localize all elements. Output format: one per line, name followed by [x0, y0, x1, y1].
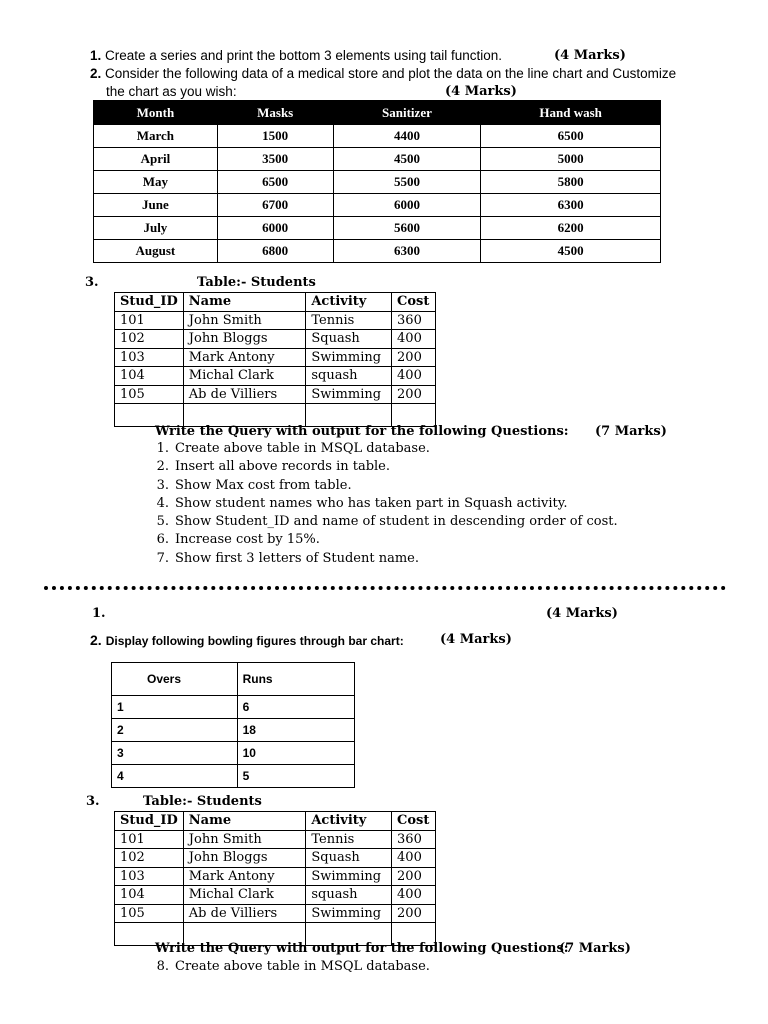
list-item-text: Show student names who has taken part in Squash activity. — [175, 495, 568, 511]
table-row — [94, 240, 661, 263]
list-item-text: Create above table in MSQL database. — [175, 959, 430, 974]
table-cell: Swimming — [306, 867, 392, 886]
table-cell: 5 — [237, 765, 354, 788]
table-row — [115, 311, 436, 330]
list-item-number: 5. — [156, 514, 169, 530]
s1-question-1 — [90, 48, 502, 63]
table-cell: Swimming — [306, 904, 392, 923]
table-header-cell: Activity — [306, 293, 392, 312]
s2-students-table — [114, 811, 436, 946]
table-cell: 105 — [115, 385, 184, 404]
table-row — [94, 171, 661, 194]
s1-q3-title: Table:- Students — [197, 275, 316, 290]
list-item — [147, 459, 618, 477]
table-cell: 6300 — [481, 194, 661, 217]
table-row — [115, 385, 436, 404]
s1-q1-text: Create a series and print the bottom 3 elements using tail function. — [105, 48, 503, 63]
table-cell: 104 — [115, 367, 184, 386]
bowling-figures-table — [111, 662, 355, 788]
s1-students-table — [114, 292, 436, 427]
table-cell: July — [94, 217, 218, 240]
table-cell: 101 — [115, 311, 184, 330]
list-item-number: 6. — [156, 532, 169, 548]
table-cell: 4 — [112, 765, 238, 788]
s1-query-marks: (7 Marks) — [595, 424, 667, 439]
s2-q2-number: 2. — [90, 632, 102, 648]
table-header-cell: Month — [94, 101, 218, 125]
table-cell: Michal Clark — [183, 886, 306, 905]
s2-query-marks: (7 Marks) — [559, 941, 631, 956]
table-row — [115, 904, 436, 923]
table-cell: 6700 — [217, 194, 333, 217]
s1-q2-text: Consider the following data of a medical store and plot the data on the line chart and Customize — [105, 66, 677, 81]
s1-q2-marks: (4 Marks) — [445, 84, 517, 99]
list-item-number: 7. — [156, 550, 169, 566]
table-header-cell: Name — [183, 293, 306, 312]
medical-store-table — [93, 100, 661, 263]
table-cell: 4500 — [481, 240, 661, 263]
table-cell: 6300 — [333, 240, 481, 263]
list-item-number: 1. — [156, 441, 169, 456]
list-item — [147, 478, 618, 496]
table-cell: Michal Clark — [183, 367, 306, 386]
table-header-cell: Name — [183, 812, 306, 831]
list-item-text: Show first 3 letters of Student name. — [175, 550, 419, 566]
table-cell: 360 — [392, 830, 436, 849]
list-item-number: 8. — [156, 959, 169, 974]
table-cell: 103 — [115, 867, 184, 886]
table-row — [115, 830, 436, 849]
s1-query-list — [147, 441, 618, 569]
s2-q3-number: 3. — [86, 794, 100, 809]
table-row — [94, 217, 661, 240]
table-cell: 3500 — [217, 148, 333, 171]
table-row — [115, 867, 436, 886]
table-cell: Squash — [306, 330, 392, 349]
table-cell: 6200 — [481, 217, 661, 240]
table-cell: Tennis — [306, 830, 392, 849]
s1-q2-text-line2: the chart as you wish: — [106, 84, 237, 99]
table-row — [112, 696, 355, 719]
table-cell: 400 — [392, 330, 436, 349]
table-header-row — [115, 293, 436, 312]
list-item-text: Show Student_ID and name of student in descending order of cost. — [175, 514, 618, 530]
table-row — [94, 148, 661, 171]
table-header-cell: Runs — [237, 663, 354, 696]
table-cell: squash — [306, 367, 392, 386]
table-row — [112, 719, 355, 742]
table-cell: 1500 — [217, 125, 333, 148]
table-header-cell: Cost — [392, 812, 436, 831]
table-cell: May — [94, 171, 218, 194]
table-cell: Mark Antony — [183, 348, 306, 367]
table-row — [115, 330, 436, 349]
table-row — [94, 194, 661, 217]
table-header-cell: Sanitizer — [333, 101, 481, 125]
table-cell: 6500 — [217, 171, 333, 194]
table-cell: John Smith — [183, 830, 306, 849]
table-header-cell: Stud_ID — [115, 812, 184, 831]
list-item — [147, 441, 618, 459]
table-cell: 6000 — [333, 194, 481, 217]
table-cell: 5500 — [333, 171, 481, 194]
table-row — [115, 886, 436, 905]
table-header-cell: Cost — [392, 293, 436, 312]
table-cell: Swimming — [306, 385, 392, 404]
table-cell: Ab de Villiers — [183, 904, 306, 923]
s2-q2-marks: (4 Marks) — [440, 632, 512, 647]
list-item — [147, 532, 618, 550]
table-header-row — [115, 812, 436, 831]
table-cell: 105 — [115, 904, 184, 923]
s1-question-2 — [90, 66, 676, 81]
table-cell: Tennis — [306, 311, 392, 330]
table-cell: 400 — [392, 886, 436, 905]
list-item — [147, 514, 618, 532]
table-cell: Ab de Villiers — [183, 385, 306, 404]
s1-q3-number: 3. — [85, 275, 99, 290]
section-divider — [44, 586, 726, 590]
table-cell: 5600 — [333, 217, 481, 240]
list-item-text: Show Max cost from table. — [175, 477, 352, 493]
table-cell: June — [94, 194, 218, 217]
s1-q2-number: 2. — [90, 66, 102, 81]
table-cell: John Bloggs — [183, 849, 306, 868]
table-cell: Mark Antony — [183, 867, 306, 886]
table-cell: 200 — [392, 348, 436, 367]
table-cell: 6 — [237, 696, 354, 719]
table-cell: 104 — [115, 886, 184, 905]
table-header-cell: Masks — [217, 101, 333, 125]
table-cell: 102 — [115, 330, 184, 349]
table-cell: 6800 — [217, 240, 333, 263]
table-row — [115, 367, 436, 386]
s1-q1-marks: (4 Marks) — [554, 48, 626, 63]
table-cell: 200 — [392, 867, 436, 886]
s2-q1-marks: (4 Marks) — [546, 606, 618, 621]
table-header-cell: Stud_ID — [115, 293, 184, 312]
table-cell: 103 — [115, 348, 184, 367]
table-cell: Squash — [306, 849, 392, 868]
table-cell: 101 — [115, 830, 184, 849]
s2-q2-text: Display following bowling figures through bar chart: — [105, 634, 404, 648]
table-cell: 400 — [392, 849, 436, 868]
table-cell: 4500 — [333, 148, 481, 171]
s2-q1-number: 1. — [92, 606, 106, 621]
table-cell: 4400 — [333, 125, 481, 148]
table-cell: 360 — [392, 311, 436, 330]
list-item-text: Increase cost by 15%. — [175, 532, 320, 548]
list-item-number: 3. — [156, 477, 169, 493]
table-row — [94, 125, 661, 148]
table-cell: August — [94, 240, 218, 263]
list-item-number: 4. — [156, 495, 169, 511]
list-item-number: 2. — [156, 459, 169, 475]
table-cell: 200 — [392, 904, 436, 923]
table-cell: Swimming — [306, 348, 392, 367]
table-cell: squash — [306, 886, 392, 905]
table-cell: 18 — [237, 719, 354, 742]
table-cell: 400 — [392, 367, 436, 386]
table-cell: John Smith — [183, 311, 306, 330]
table-cell: 3 — [112, 742, 238, 765]
table-cell: 1 — [112, 696, 238, 719]
table-cell: 200 — [392, 385, 436, 404]
s2-query-heading: Write the Query with output for the following Questions: — [155, 941, 569, 956]
table-cell: 5000 — [481, 148, 661, 171]
s2-query-list — [147, 959, 430, 977]
table-cell: 2 — [112, 719, 238, 742]
table-header-cell: Hand wash — [481, 101, 661, 125]
table-header-row — [112, 663, 355, 696]
list-item — [147, 551, 618, 569]
table-row — [115, 348, 436, 367]
list-item — [147, 959, 430, 977]
list-item-text: Insert all above records in table. — [175, 459, 391, 475]
table-header-cell: Overs — [112, 663, 238, 696]
table-cell: 102 — [115, 849, 184, 868]
table-row — [115, 849, 436, 868]
table-cell: 10 — [237, 742, 354, 765]
s1-q1-number: 1. — [90, 48, 102, 63]
s1-query-heading: Write the Query with output for the following Questions: — [155, 424, 569, 439]
table-cell: April — [94, 148, 218, 171]
table-header-cell: Activity — [306, 812, 392, 831]
s2-q3-title: Table:- Students — [143, 794, 262, 809]
table-row — [112, 742, 355, 765]
list-item — [147, 496, 618, 514]
table-cell: John Bloggs — [183, 330, 306, 349]
table-row — [112, 765, 355, 788]
list-item-text: Create above table in MSQL database. — [175, 441, 430, 456]
table-cell: 6000 — [217, 217, 333, 240]
table-cell: 6500 — [481, 125, 661, 148]
table-cell: 5800 — [481, 171, 661, 194]
s2-question-2 — [90, 632, 404, 650]
table-cell: March — [94, 125, 218, 148]
